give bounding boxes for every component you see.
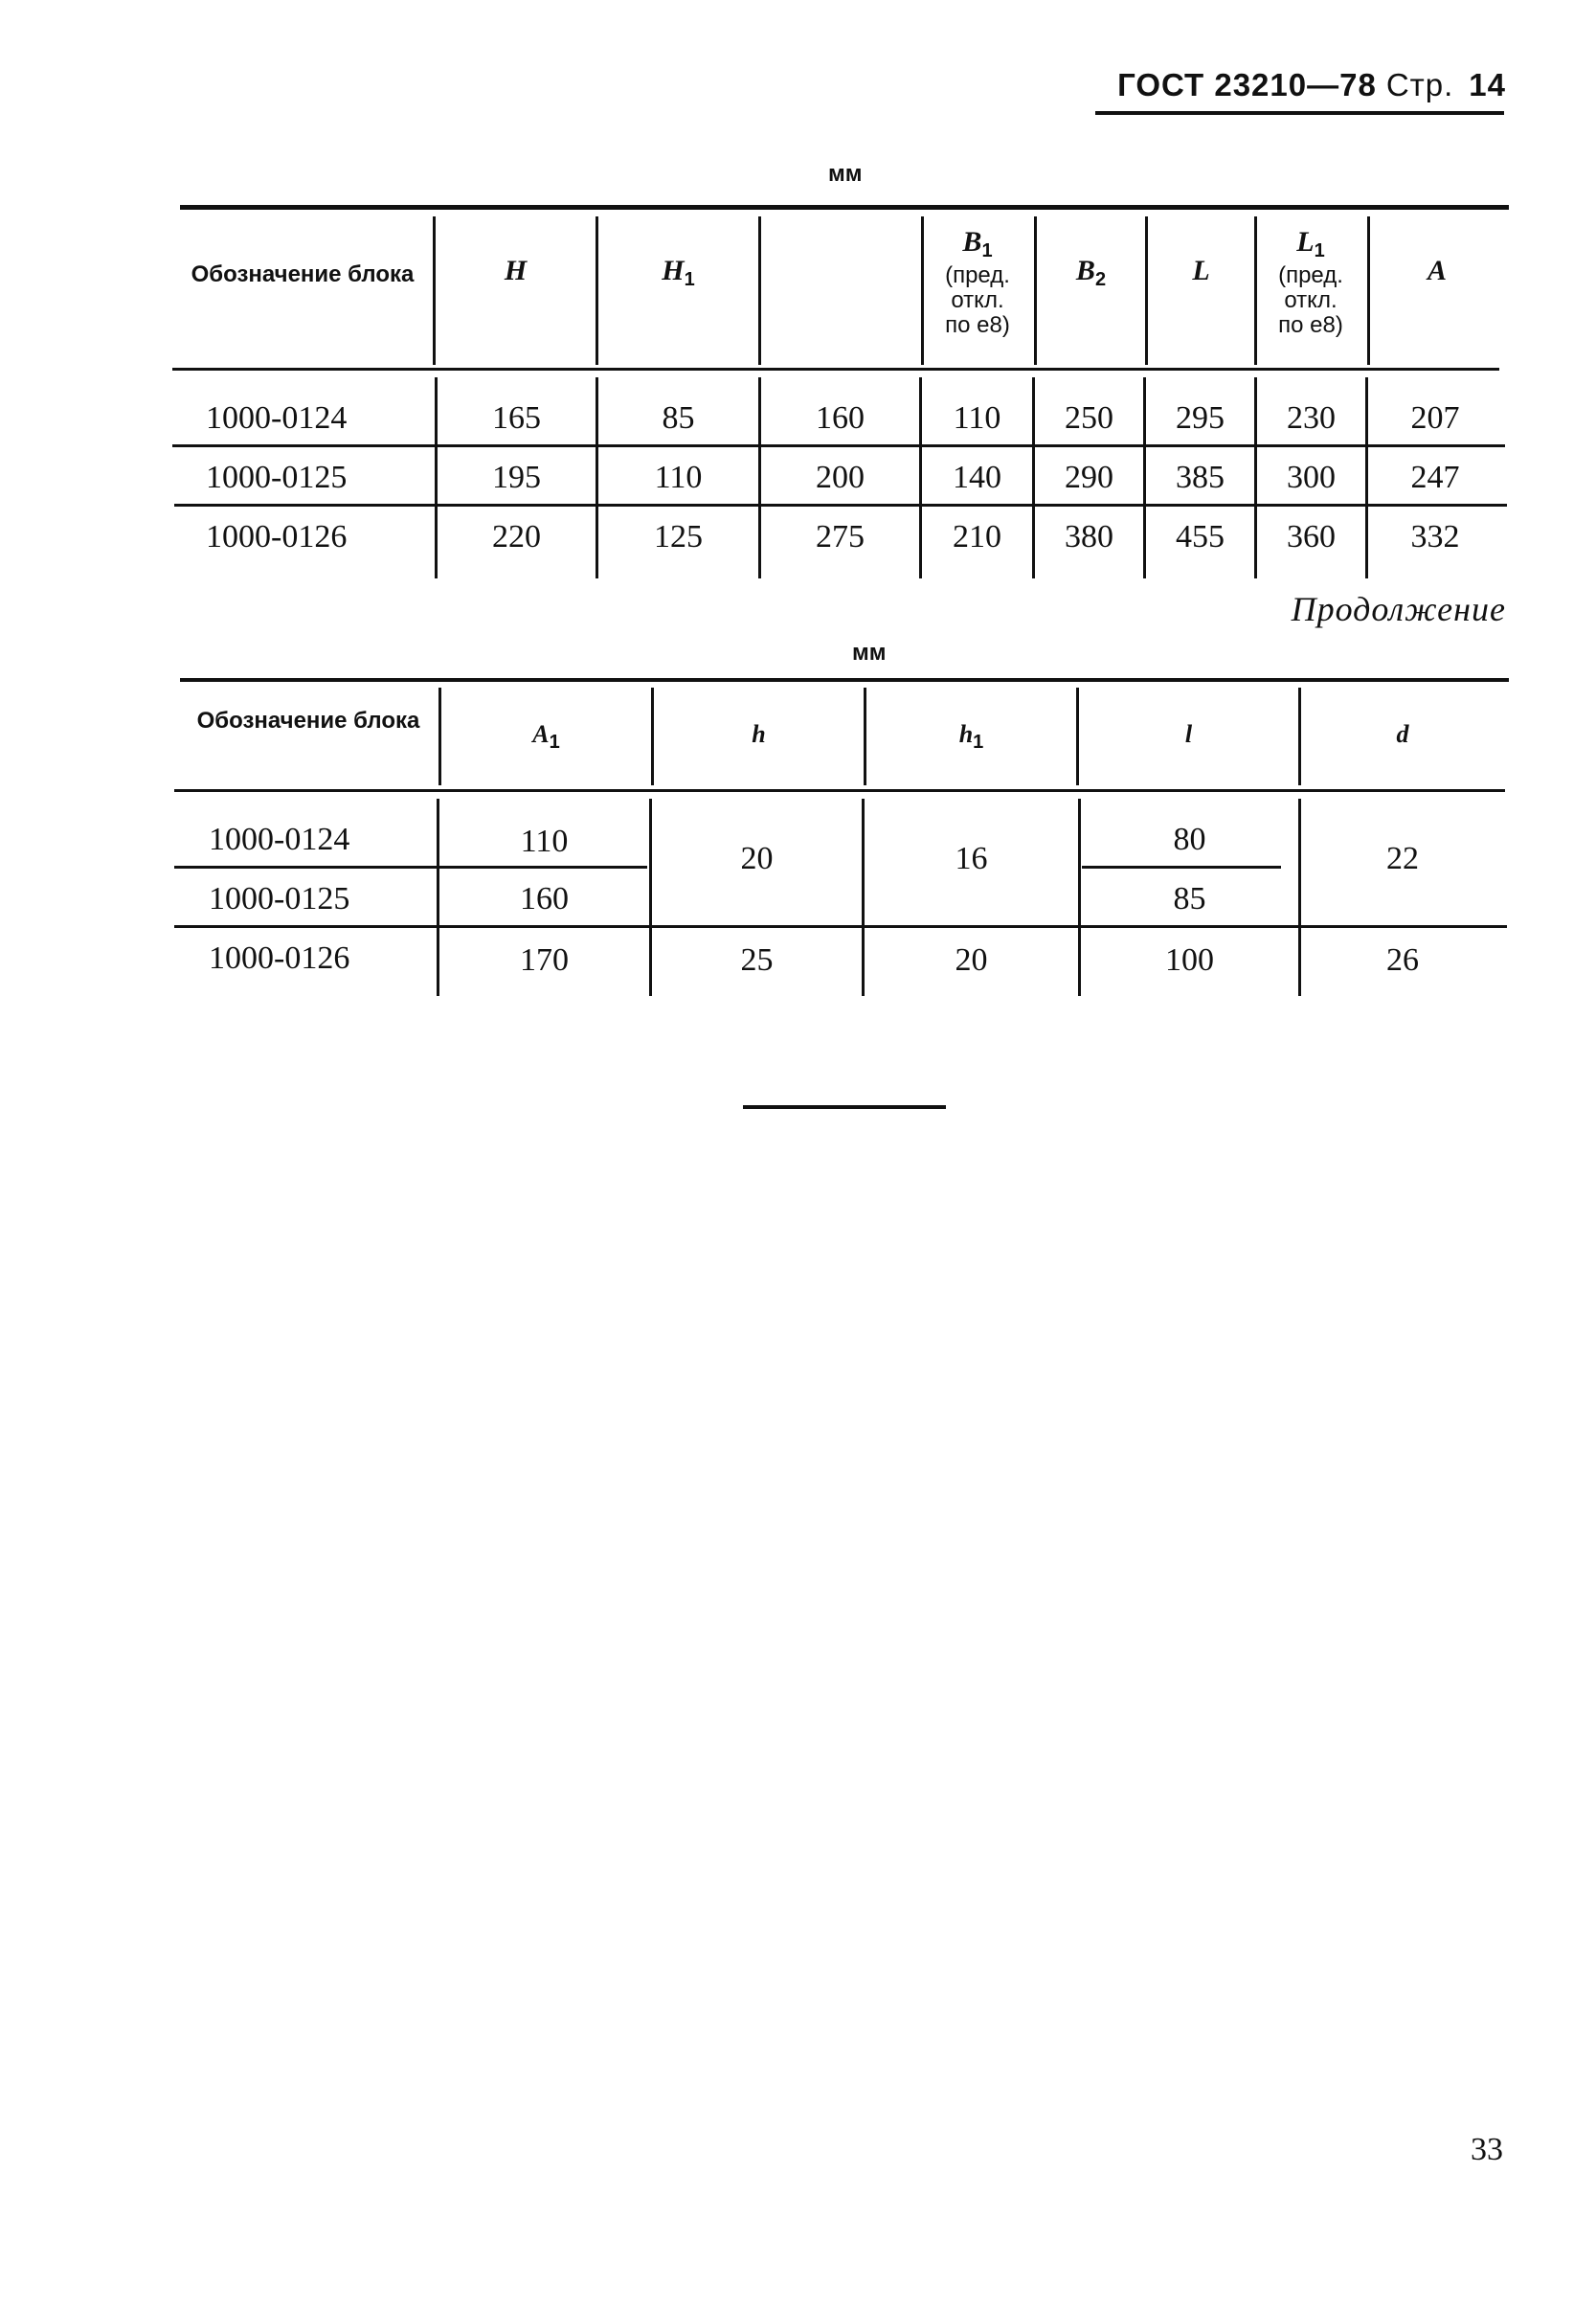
continuation-label: Продолжение bbox=[1291, 590, 1506, 628]
table1-header-designation: Обозначение блока bbox=[191, 261, 415, 287]
table1-cell: 380 bbox=[1065, 519, 1113, 555]
table1-vrule bbox=[1367, 216, 1370, 365]
table1-row-designation: 1000-0124 bbox=[206, 400, 348, 436]
table1-cell: 295 bbox=[1176, 400, 1225, 436]
table1-cell: 125 bbox=[654, 519, 703, 555]
table2-cell: 110 bbox=[520, 824, 569, 859]
standard-number: ГОСТ 23210—78 bbox=[1117, 67, 1377, 102]
table2-cell: 100 bbox=[1165, 942, 1214, 978]
table1-header-B2: $B_2$ bbox=[1075, 255, 1107, 290]
table2-row-separator bbox=[174, 925, 1507, 928]
table1-top-rule bbox=[180, 205, 1509, 210]
table2-row-separator bbox=[1082, 866, 1281, 869]
table1-cell: 160 bbox=[816, 400, 865, 436]
table1-cell: 195 bbox=[492, 460, 541, 495]
table2-cell: 85 bbox=[1173, 881, 1206, 917]
table1-vrule bbox=[433, 216, 436, 365]
table1-header-A: A bbox=[1427, 255, 1447, 286]
table2-header-d: d bbox=[1396, 720, 1409, 748]
table2-cell-merged: 22 bbox=[1386, 841, 1419, 876]
table2-header-designation: Обозначение блока bbox=[196, 708, 420, 734]
table2-header-l: l bbox=[1184, 720, 1193, 748]
table1-cell: 247 bbox=[1410, 460, 1460, 495]
table1-cell: 220 bbox=[492, 519, 541, 555]
table1-cell: 230 bbox=[1287, 400, 1336, 436]
table2-cell-merged: 16 bbox=[955, 841, 988, 876]
table1-cell: 110 bbox=[654, 460, 703, 495]
table1-cell: 200 bbox=[816, 460, 865, 495]
table2-row-separator bbox=[174, 866, 647, 869]
table1-header-rule bbox=[172, 368, 1499, 371]
table1-vrule bbox=[758, 216, 761, 365]
table1-header-H: H bbox=[504, 255, 528, 286]
table1-cell: 360 bbox=[1287, 519, 1336, 555]
table2-row-designation: 1000-0126 bbox=[209, 940, 350, 976]
table2-unit: мм bbox=[852, 640, 887, 666]
table1-cell: 140 bbox=[953, 460, 1001, 495]
table1-cell: 300 bbox=[1287, 460, 1336, 495]
table2-cell: 25 bbox=[740, 942, 774, 978]
document-header bbox=[1117, 67, 1506, 103]
table1-row-designation: 1000-0125 bbox=[206, 460, 348, 495]
table1-cell: 207 bbox=[1410, 400, 1460, 436]
end-rule bbox=[743, 1105, 946, 1109]
table1-cell: 250 bbox=[1065, 400, 1113, 436]
table1-cell: 385 bbox=[1176, 460, 1225, 495]
page-number: 33 bbox=[1471, 2132, 1503, 2167]
table2-cell: 20 bbox=[955, 942, 988, 978]
table2-cell: 160 bbox=[520, 881, 569, 917]
table2-row-designation: 1000-0124 bbox=[209, 822, 350, 857]
table2-header-rule bbox=[174, 789, 1505, 792]
table2-header-A1: $A_1$ bbox=[532, 720, 560, 753]
table1-row-separator bbox=[172, 444, 1505, 447]
table1-cell: 332 bbox=[1410, 519, 1460, 555]
header-underline bbox=[1095, 111, 1504, 115]
table2-top-rule bbox=[180, 678, 1509, 682]
table1-header-L1: $L_1$ (пред. откл. по е8) bbox=[1278, 226, 1343, 338]
table1-cell: 210 bbox=[953, 519, 1001, 555]
header-page-number: 14 bbox=[1469, 67, 1506, 102]
table2-header-h: h bbox=[752, 720, 766, 748]
table2-cell: 80 bbox=[1173, 822, 1206, 857]
table1-vrule bbox=[1145, 216, 1148, 365]
table1-header-B1: $B_1$ (пред. откл. по е8) bbox=[945, 226, 1010, 338]
table1-header-H1: $H_1$ bbox=[662, 255, 695, 290]
page-label: Стр. bbox=[1385, 67, 1454, 102]
table1-row-designation: 1000-0126 bbox=[206, 519, 348, 555]
table2-row-designation: 1000-0125 bbox=[209, 881, 350, 917]
table1-cell: 455 bbox=[1176, 519, 1225, 555]
table2-header-h1: $h_1$ bbox=[958, 720, 984, 753]
table2-cell: 26 bbox=[1386, 942, 1419, 978]
table1-cell: 165 bbox=[492, 400, 541, 436]
table1-cell: 85 bbox=[662, 400, 695, 436]
table1-header-L: L bbox=[1192, 255, 1210, 286]
table1-unit: мм bbox=[828, 161, 863, 187]
table1-row-separator bbox=[174, 504, 1507, 507]
table2-cell-merged: 20 bbox=[740, 841, 774, 876]
table1-cell: 275 bbox=[816, 519, 865, 555]
table1-cell: 110 bbox=[953, 400, 1001, 436]
table2-cell: 170 bbox=[520, 942, 569, 978]
table1-cell: 290 bbox=[1065, 460, 1113, 495]
